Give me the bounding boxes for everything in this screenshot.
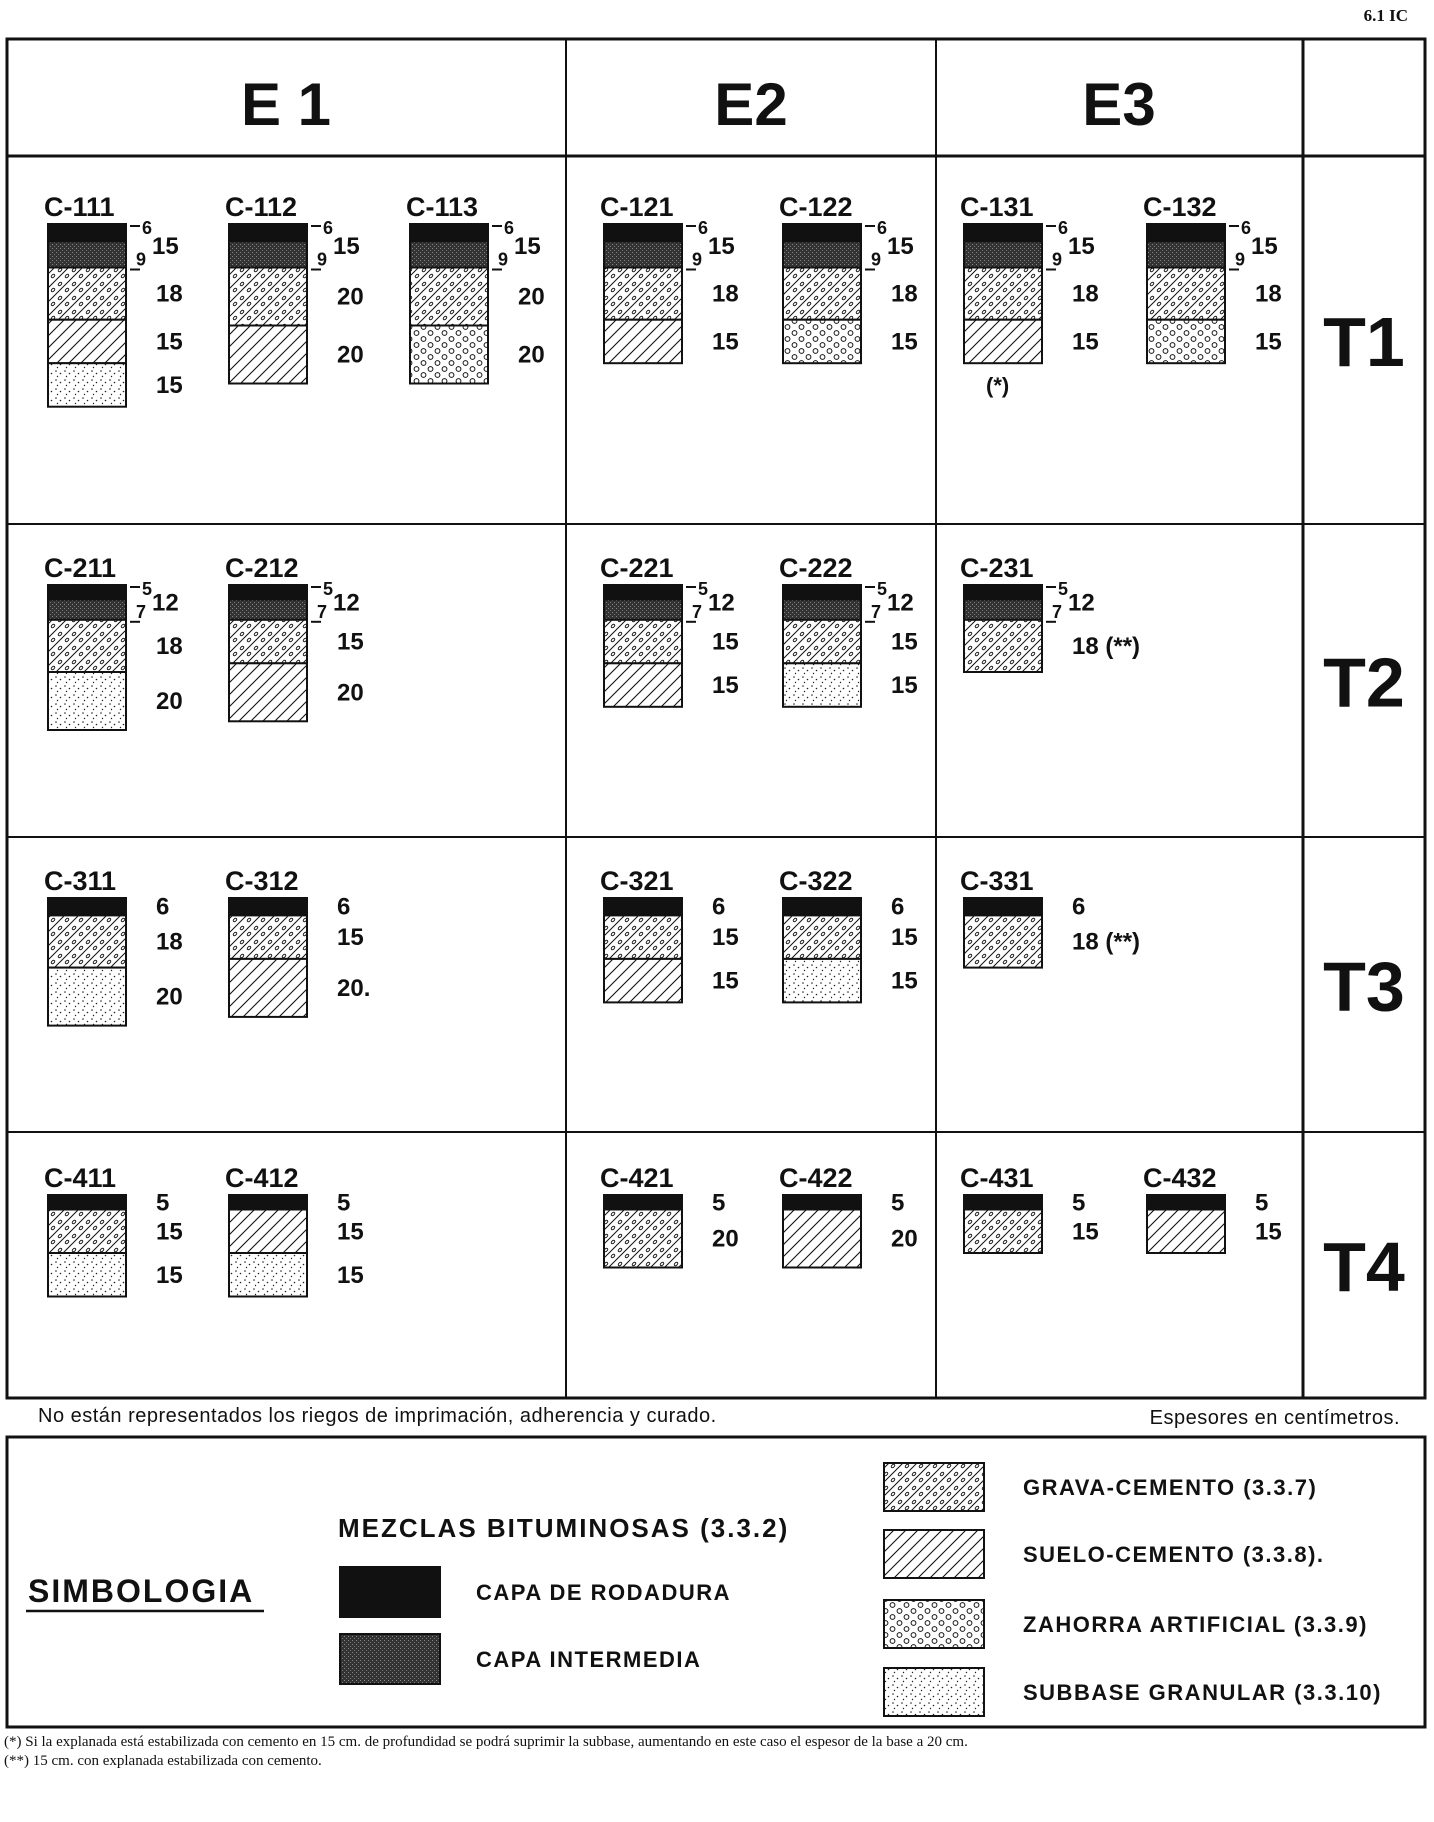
- layer-thickness-label: 5: [156, 1189, 170, 1217]
- row-header-t4: T4: [1323, 1228, 1405, 1306]
- legend-item-grava: [884, 1463, 1317, 1511]
- page-number: 6.1 IC: [1363, 6, 1408, 25]
- section-c-432: [1143, 1163, 1282, 1253]
- layer-thickness-label: 15: [156, 1261, 183, 1289]
- legend-group-title: MEZCLAS BITUMINOSAS (3.3.2): [338, 1513, 790, 1543]
- layer-thickness-label: 5: [142, 579, 153, 599]
- layer-thickness-label: 18: [891, 280, 918, 308]
- section-code: C-222: [779, 553, 853, 583]
- layer-grava: [604, 268, 682, 320]
- layer-thickness-label: 15: [891, 672, 918, 700]
- legend-label: CAPA INTERMEDIA: [476, 1647, 702, 1672]
- layer-suelo: [604, 663, 682, 707]
- combined-thickness-label: 15: [333, 232, 360, 260]
- layer-suelo: [604, 959, 682, 1003]
- layer-subbase: [48, 363, 126, 407]
- layer-thickness-label: 5: [891, 1189, 905, 1217]
- layer-thickness-label: 6: [891, 893, 905, 921]
- layer-rod: [48, 1195, 126, 1210]
- layer-rod: [1147, 224, 1225, 241]
- layer-thickness-label: 18 (**): [1072, 632, 1141, 660]
- layer-thickness-label: 9: [498, 249, 509, 270]
- layer-rod: [229, 1195, 307, 1210]
- legend-item-suelo: [884, 1530, 1325, 1578]
- layer-int: [229, 600, 307, 620]
- layer-suelo: [783, 1210, 861, 1268]
- combined-thickness-label: 15: [708, 232, 735, 260]
- legend-label: ZAHORRA ARTIFICIAL (3.3.9): [1023, 1612, 1368, 1637]
- section-c-131: [960, 192, 1099, 398]
- section-c-322: [779, 866, 918, 1002]
- layer-rod: [604, 1195, 682, 1210]
- section-c-211: [44, 553, 183, 730]
- combined-thickness-label: 15: [152, 232, 179, 260]
- layer-thickness-label: 6: [712, 893, 726, 921]
- section-c-122: [779, 192, 918, 363]
- layer-rod: [604, 898, 682, 915]
- footnote-2: (**) 15 cm. con explanada estabilizada con cemento.: [4, 1753, 322, 1769]
- layer-thickness-label: 20: [337, 679, 364, 707]
- section-c-132: [1143, 192, 1282, 363]
- layer-thickness-label: 15: [1255, 328, 1282, 356]
- section-c-312: [225, 866, 370, 1017]
- layer-int: [783, 600, 861, 620]
- layer-rod: [48, 585, 126, 600]
- layer-thickness-label: 7: [317, 601, 328, 622]
- layer-rod: [604, 585, 682, 600]
- legend-swatch-int: [340, 1634, 440, 1684]
- section-c-121: [600, 192, 739, 363]
- layer-grava: [410, 268, 488, 326]
- layer-thickness-label: 15: [891, 924, 918, 952]
- layer-rod: [48, 898, 126, 915]
- layer-thickness-label: 20: [156, 983, 183, 1011]
- layer-suelo: [229, 326, 307, 384]
- section-code: C-431: [960, 1163, 1034, 1193]
- layer-thickness-label: 20: [337, 341, 364, 369]
- layer-subbase: [48, 672, 126, 730]
- layer-grava: [229, 915, 307, 959]
- layer-int: [604, 600, 682, 620]
- section-code: C-421: [600, 1163, 674, 1193]
- legend-item-subbase: [884, 1668, 1382, 1716]
- layer-thickness-label: 18: [1072, 280, 1099, 308]
- layer-thickness-label: 15: [1072, 1218, 1099, 1246]
- layer-thickness-label: 6: [142, 218, 153, 238]
- legend-label: SUELO-CEMENTO (3.3.8).: [1023, 1542, 1325, 1567]
- layer-thickness-label: 9: [1052, 249, 1063, 270]
- layer-zahorra: [410, 326, 488, 384]
- section-code: C-111: [44, 192, 115, 222]
- layer-thickness-label: 15: [156, 1218, 183, 1246]
- layer-grava: [1147, 268, 1225, 320]
- layer-thickness-label: 6: [156, 893, 170, 921]
- layer-thickness-label: 5: [712, 1189, 726, 1217]
- layer-grava: [604, 1210, 682, 1268]
- layer-subbase: [48, 1253, 126, 1297]
- layer-thickness-label: 18 (**): [1072, 928, 1141, 956]
- section-c-111: [44, 192, 183, 407]
- legend: [7, 1437, 1425, 1727]
- layer-grava: [229, 620, 307, 664]
- section-code: C-113: [406, 192, 479, 222]
- section-c-422: [779, 1163, 918, 1268]
- section-c-411: [44, 1163, 183, 1297]
- layer-grava: [604, 915, 682, 959]
- section-code: C-311: [44, 866, 117, 896]
- layer-thickness-label: 20: [891, 1225, 918, 1253]
- section-code: C-411: [44, 1163, 117, 1193]
- layer-thickness-label: 15: [712, 628, 739, 656]
- layer-grava: [964, 620, 1042, 672]
- combined-thickness-label: 12: [1068, 589, 1095, 617]
- layer-thickness-label: 6: [877, 218, 888, 238]
- section-note: (*): [986, 373, 1010, 399]
- layer-grava: [48, 1210, 126, 1254]
- row-header-t2: T2: [1323, 643, 1405, 722]
- section-code: C-131: [960, 192, 1034, 222]
- layer-rod: [964, 585, 1042, 600]
- layer-rod: [229, 898, 307, 915]
- layer-thickness-label: 9: [1235, 249, 1246, 270]
- layer-thickness-label: 9: [692, 249, 703, 270]
- combined-thickness-label: 12: [333, 589, 360, 617]
- layer-grava: [964, 268, 1042, 320]
- footnotes: [4, 1733, 1428, 1771]
- section-code: C-321: [600, 866, 674, 896]
- layer-grava: [964, 1210, 1042, 1254]
- layer-thickness-label: 7: [136, 601, 147, 622]
- layer-subbase: [229, 1253, 307, 1297]
- row-header-t1: T1: [1323, 303, 1405, 381]
- legend-swatch-zahorra: [884, 1600, 984, 1648]
- legend-label: SUBBASE GRANULAR (3.3.10): [1023, 1680, 1382, 1705]
- legend-label: GRAVA-CEMENTO (3.3.7): [1023, 1475, 1318, 1500]
- layer-subbase: [48, 968, 126, 1026]
- layer-thickness-label: 15: [891, 628, 918, 656]
- column-header-2: E2: [714, 71, 788, 138]
- section-code: C-221: [600, 553, 674, 583]
- section-code: C-331: [960, 866, 1034, 896]
- layer-thickness-label: 5: [323, 579, 334, 599]
- layer-thickness-label: 18: [156, 280, 183, 308]
- combined-thickness-label: 15: [1251, 232, 1278, 260]
- layer-zahorra: [1147, 320, 1225, 364]
- legend-swatch-rod: [340, 1567, 440, 1617]
- section-c-311: [44, 866, 183, 1026]
- layer-thickness-label: 15: [337, 1218, 364, 1246]
- layer-rod: [783, 224, 861, 241]
- layer-thickness-label: 18: [712, 280, 739, 308]
- section-c-321: [600, 866, 739, 1002]
- layer-rod: [1147, 1195, 1225, 1210]
- layer-thickness-label: 9: [317, 249, 328, 270]
- section-code: C-121: [600, 192, 674, 222]
- section-code: C-212: [225, 553, 299, 583]
- section-c-412: [225, 1163, 364, 1297]
- layer-thickness-label: 5: [698, 579, 709, 599]
- section-code: C-211: [44, 553, 117, 583]
- layer-thickness-label: 20: [518, 341, 545, 369]
- layer-rod: [964, 898, 1042, 915]
- combined-thickness-label: 15: [887, 232, 914, 260]
- layer-thickness-label: 5: [1255, 1189, 1269, 1217]
- layer-rod: [229, 585, 307, 600]
- layer-int: [229, 241, 307, 267]
- layer-rod: [783, 1195, 861, 1210]
- layer-int: [964, 600, 1042, 620]
- layer-grava: [783, 268, 861, 320]
- layer-thickness-label: 15: [337, 924, 364, 952]
- layer-suelo: [229, 959, 307, 1017]
- layer-thickness-label: 15: [337, 628, 364, 656]
- section-c-113: [406, 192, 545, 384]
- layer-grava: [964, 915, 1042, 967]
- layer-thickness-label: 18: [156, 928, 183, 956]
- section-code: C-412: [225, 1163, 299, 1193]
- footnote-1: (*) Si la explanada está estabilizada con cemento en 15 cm. de profundidad se podrá suprimir la subbase, aumentando en este caso el espesor de la base a 20 cm.: [4, 1734, 968, 1750]
- legend-item-rod: [340, 1567, 731, 1617]
- layer-rod: [48, 224, 126, 241]
- note-right: Espesores en centímetros.: [1149, 1407, 1400, 1429]
- legend-swatch-grava: [884, 1463, 984, 1511]
- section-c-212: [225, 553, 364, 721]
- layer-thickness-label: 9: [136, 249, 147, 270]
- layer-suelo: [604, 320, 682, 364]
- section-c-231: [960, 553, 1140, 672]
- layer-suelo: [1147, 1210, 1225, 1254]
- layer-thickness-label: 15: [712, 328, 739, 356]
- layer-thickness-label: 15: [156, 371, 183, 399]
- layer-thickness-label: 7: [871, 601, 882, 622]
- legend-swatch-suelo: [884, 1530, 984, 1578]
- layer-thickness-label: 15: [712, 967, 739, 995]
- layer-grava: [783, 620, 861, 664]
- layer-zahorra: [783, 320, 861, 364]
- section-code: C-112: [225, 192, 298, 222]
- layer-thickness-label: 15: [712, 924, 739, 952]
- layer-thickness-label: 6: [1058, 218, 1069, 238]
- layer-grava: [604, 620, 682, 664]
- section-code: C-231: [960, 553, 1034, 583]
- section-c-421: [600, 1163, 739, 1268]
- layer-thickness-label: 6: [504, 218, 515, 238]
- layer-thickness-label: 7: [1052, 601, 1063, 622]
- layer-thickness-label: 20: [337, 283, 364, 311]
- combined-thickness-label: 15: [1068, 232, 1095, 260]
- column-header-3: E3: [1082, 71, 1156, 138]
- layer-thickness-label: 15: [1072, 328, 1099, 356]
- layer-thickness-label: 18: [1255, 280, 1282, 308]
- layer-thickness-label: 6: [1072, 893, 1086, 921]
- layer-grava: [229, 268, 307, 326]
- layer-thickness-label: 20: [156, 688, 183, 715]
- layer-thickness-label: 5: [1058, 579, 1069, 599]
- layer-thickness-label: 6: [323, 218, 334, 238]
- layer-thickness-label: 15: [712, 672, 739, 700]
- section-c-331: [960, 866, 1140, 968]
- layer-thickness-label: 6: [337, 893, 351, 921]
- combined-thickness-label: 12: [887, 589, 914, 617]
- layer-thickness-label: 15: [1255, 1218, 1282, 1246]
- layer-rod: [604, 224, 682, 241]
- layer-rod: [229, 224, 307, 241]
- layer-rod: [964, 224, 1042, 241]
- layer-thickness-label: 7: [692, 601, 703, 622]
- layer-int: [783, 241, 861, 267]
- layer-grava: [48, 268, 126, 320]
- layer-thickness-label: 20.: [337, 974, 371, 1002]
- section-code: C-132: [1143, 192, 1217, 222]
- row-header-t3: T3: [1323, 947, 1405, 1026]
- layer-int: [604, 241, 682, 267]
- legend-item-int: [340, 1634, 701, 1684]
- legend-swatch-subbase: [884, 1668, 984, 1716]
- layer-thickness-label: 5: [1072, 1189, 1086, 1217]
- layer-suelo: [229, 1210, 307, 1254]
- combined-thickness-label: 15: [514, 232, 541, 260]
- layer-thickness-label: 15: [891, 328, 918, 356]
- layer-thickness-label: 6: [1241, 218, 1252, 238]
- layer-thickness-label: 20: [712, 1225, 739, 1253]
- layer-thickness-label: 5: [337, 1189, 351, 1217]
- layer-grava: [48, 915, 126, 967]
- layer-thickness-label: 20: [518, 283, 545, 311]
- layer-thickness-label: 6: [698, 218, 709, 238]
- combined-thickness-label: 12: [708, 589, 735, 617]
- section-c-112: [225, 192, 364, 384]
- section-code: C-432: [1143, 1163, 1217, 1193]
- layer-subbase: [783, 663, 861, 707]
- legend-label: CAPA DE RODADURA: [476, 1580, 731, 1605]
- section-c-221: [600, 553, 739, 707]
- section-code: C-322: [779, 866, 853, 896]
- layer-rod: [964, 1195, 1042, 1210]
- layer-rod: [783, 585, 861, 600]
- legend-title: SIMBOLOGIA: [28, 1573, 255, 1609]
- section-c-222: [779, 553, 918, 707]
- layer-rod: [410, 224, 488, 241]
- layer-grava: [48, 620, 126, 672]
- section-c-431: [960, 1163, 1099, 1253]
- layer-suelo: [48, 320, 126, 364]
- section-code: C-422: [779, 1163, 853, 1193]
- section-code: C-312: [225, 866, 299, 896]
- column-header-1: E 1: [240, 71, 332, 138]
- layer-thickness-label: 15: [156, 328, 183, 356]
- layer-thickness-label: 9: [871, 249, 882, 270]
- layer-int: [1147, 241, 1225, 267]
- layer-suelo: [229, 663, 307, 721]
- note-left: No están representados los riegos de imprimación, adherencia y curado.: [38, 1405, 717, 1427]
- layer-thickness-label: 15: [337, 1261, 364, 1289]
- layer-thickness-label: 15: [891, 967, 918, 995]
- section-code: C-122: [779, 192, 853, 222]
- layer-grava: [783, 915, 861, 959]
- layer-int: [48, 600, 126, 620]
- combined-thickness-label: 12: [152, 589, 179, 617]
- layer-subbase: [783, 959, 861, 1003]
- layer-int: [48, 241, 126, 267]
- layer-int: [410, 241, 488, 267]
- layer-int: [964, 241, 1042, 267]
- legend-item-zahorra: [884, 1600, 1368, 1648]
- layer-suelo: [964, 320, 1042, 364]
- layer-thickness-label: 5: [877, 579, 888, 599]
- layer-rod: [783, 898, 861, 915]
- layer-thickness-label: 18: [156, 632, 183, 660]
